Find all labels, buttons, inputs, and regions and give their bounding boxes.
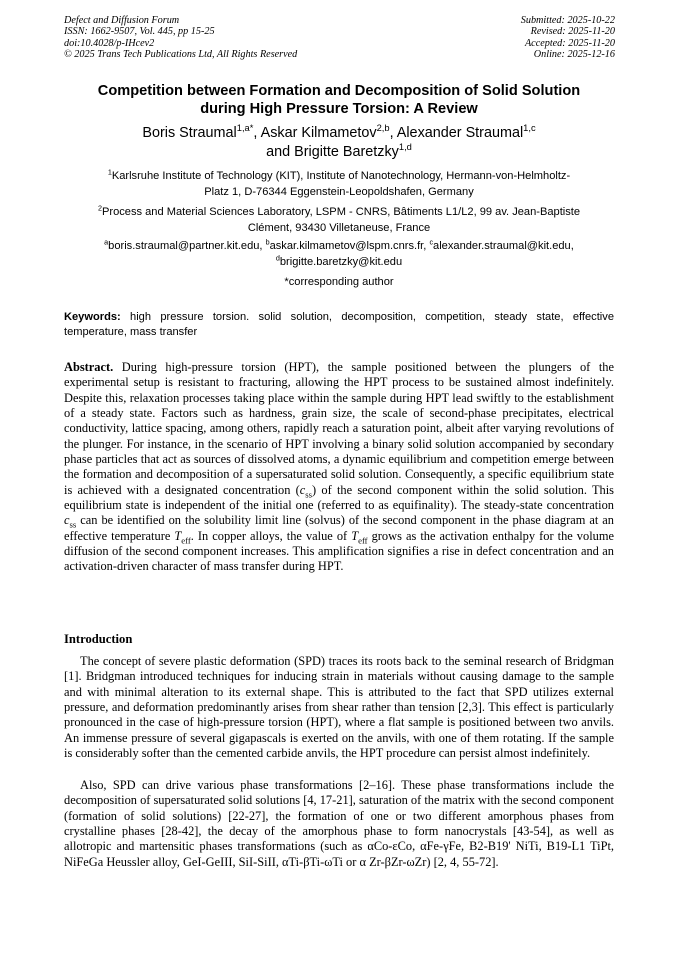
copyright: © 2025 Trans Tech Publications Ltd, All Rights Reserved: [64, 48, 298, 60]
author-name: Alexander Straumal: [396, 125, 524, 141]
author-name: Brigitte Baretzky: [294, 143, 399, 160]
accepted-date: Accepted: 2025-11-20: [524, 37, 615, 49]
section-heading-introduction: Introduction: [64, 632, 133, 646]
corresponding-author-note: *corresponding author: [284, 276, 394, 288]
author-affil-mark: 1,c: [523, 123, 536, 134]
keywords: [64, 310, 614, 339]
title-line-1: Competition between Formation and Decomposition of Solid Solution: [97, 83, 581, 99]
journal-name: Defect and Diffusion Forum: [64, 15, 180, 26]
author-name: Boris Straumal: [142, 125, 237, 141]
intro-paragraph-1: The concept of severe plastic deformation (SPD) traces its roots back to the seminal research of Bridgman [1]. Bridgman introduced techniques for inducing strain in materials without causing damage to the sample and with minimal alteration to its external shape. This is attributed to the fact that SPD utilizes external pressure, and deformation predominantly arises from shear rather than tension [2,3]. This effect is particularly pronounced in the case of high-pressure torsion (HPT), where a flat sample is positioned between two anvils. An immense pressure of several gigapascals is exerted on the anvils, with one of them rotating. If the sample is considerably softer than the cemented carbide anvils, the HPT procedure can persist almost indefinitely.: [64, 654, 614, 761]
author-affil-mark: 1,d: [398, 141, 412, 152]
affiliation-1: $^1$Karlsruhe Institute of Technology (KIT), Institute of Nanotechnology, Hermann-von-Helmholtz- Platz 1, D-76344 Eggenstein-Leopoldshafen, Germany: [107, 167, 571, 198]
title-line-2: during High Pressure Torsion: A Review: [200, 101, 478, 117]
email-link[interactable]: askar.kilmametov@lspm.cnrs.fr: [269, 240, 424, 252]
affiliation-2: $^2$Process and Material Sciences Laboratory, LSPM - CNRS, Bâtiments L1/L2, 99 av. Jean-Baptiste Clément, 93430 Villetaneuse, France: [97, 203, 581, 234]
online-date: Online: 2025-12-16: [533, 48, 615, 60]
intro-paragraph-2: Also, SPD can drive various phase transformations [2–16]. These phase transformations include the decomposition of supersaturated solid solutions [4, 17-21], saturation of the matrix with the second component (formation of solid solutions) [22-27], the formation of one or two different amorphous phases from crystalline phases [28-42], the decay of the amorphous phase to form nanocrystals [43-54], as well as allotropic and martensitic phases transformations (such as αCo-εCo, αFe-γFe, B2-B19' NiTi, B19-L1 TiPt, NiFeGa Heussler alloy, GeI-GeIII, SiI-SiII, αTi-βTi-ωTi or α Zr-βZr-ωZr) [2, 4, 55-72].: [64, 778, 614, 869]
email-link[interactable]: alexander.straumal@kit.edu: [433, 240, 571, 252]
author-affil-mark: 2,b: [376, 123, 390, 134]
email-link[interactable]: brigitte.baretzky@kit.edu: [279, 255, 403, 268]
keywords-label: Keywords:: [64, 311, 121, 323]
author-name: Askar Kilmametov: [260, 125, 377, 141]
keywords-text: high pressure torsion. solid solution, decomposition, competition, steady state, effective temperature, mass transfer: [64, 311, 614, 338]
abstract-label: Abstract.: [64, 360, 114, 374]
abstract: Abstract. During high-pressure torsion (HPT), the sample positioned between the plungers of the experimental setup is resistant to fracturing, allowing the HPT process to be sustained almost indefinitely. Despite this, relaxation processes taking place within the sample during HPT lead swiftly to the establishment of a steady state. Factors such as hardness, grain size, the scale of second-phase precipitates, electrical conductivity, lattice spacing, among others, rapidly reach a saturation point, albeit after varying revolutions of the plunger. For instance, in the scenario of HPT involving a binary solid solution accompanied by secondary phase particles that act as sources of dissolved atoms, a dynamic equilibrium and competition emerge between the formation and decomposition of a supersaturated solid solution. Consequently, a specific equilibrium state is achieved with a designated concentration $(c_{ss})$ of the second component within the solid solution. This equilibrium state is independent of the initial one (referred to as equifinality). The steady-state concentration $c_{ss}$ can be identified on the solubility limit line (solvus) of the second component in the phase diagram at an effective temperature $T_{eff}$. In copper alloys, the value of $T_{eff}$ grows as the activation enthalpy for the volume diffusion of the second component increases. This amplification signifies a rise in defect concentration and an activation-driven character of mass transfer during HPT.: [64, 360, 614, 574]
author-list: Boris Straumal$^{1,a*}$, Askar Kilmametov$^{2,b}$, Alexander Straumal$^{1,c}$ and Brigitte Baretzky$^{1,d}$: [142, 123, 536, 160]
author-emails: $^a$boris.straumal@partner.kit.edu, $^b$askar.kilmametov@lspm.cnrs.fr, $^c$alexander.straumal@kit.edu, $^d$brigitte.baretzky@kit.edu: [104, 237, 574, 268]
issn-volume: ISSN: 1662-9507, Vol. 445, pp 15-25: [64, 26, 215, 38]
paper-title: [60, 82, 618, 118]
submitted-date: Submitted: 2025-10-22: [520, 15, 615, 26]
publication-dates: [521, 15, 615, 60]
email-link[interactable]: boris.straumal@partner.kit.edu: [108, 240, 260, 252]
author-affil-mark: 1,a*: [236, 123, 254, 134]
journal-info: [64, 15, 297, 60]
doi[interactable]: doi:10.4028/p-IHcev2: [64, 37, 155, 49]
revised-date: Revised: 2025-11-20: [530, 26, 615, 38]
